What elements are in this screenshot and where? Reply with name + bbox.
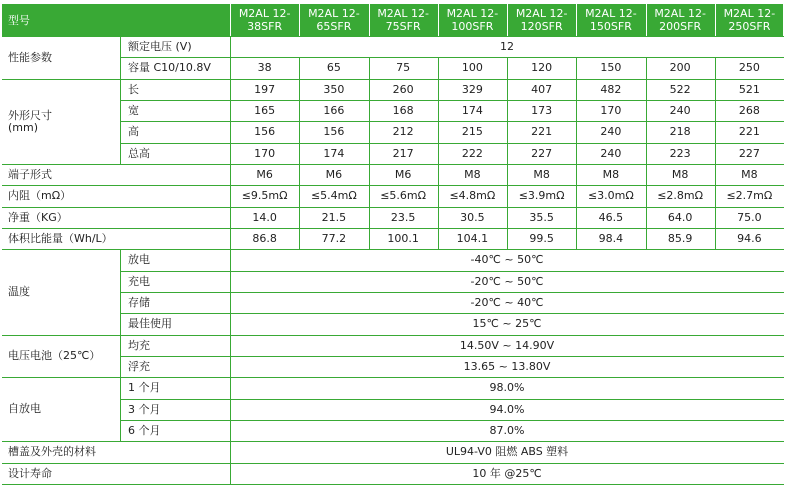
- value-cell: 120: [531, 61, 553, 74]
- value-cell: 30.5: [460, 210, 485, 224]
- column-divider: [646, 143, 647, 164]
- value-cell: 200: [669, 61, 691, 74]
- value-cell: ≤2.8mΩ: [657, 189, 704, 202]
- column-divider: [646, 4, 647, 36]
- merged-value: 87.0%: [489, 423, 525, 437]
- column-divider: [230, 228, 231, 249]
- column-divider: [299, 121, 300, 143]
- column-divider: [507, 100, 508, 121]
- value-cell: M8: [464, 167, 481, 181]
- header-model-6: M2AL 12-200SFR: [646, 4, 715, 36]
- merged-value: 14.50V ~ 14.90V: [459, 338, 555, 352]
- value-cell: 268: [738, 103, 760, 117]
- column-divider: [369, 57, 370, 79]
- header-model-4: M2AL 12-120SFR: [507, 4, 576, 36]
- column-divider: [576, 228, 577, 249]
- merged-value: -20℃ ~ 50℃: [470, 274, 544, 288]
- column-divider: [576, 79, 577, 100]
- column-divider: [120, 249, 121, 335]
- column-divider: [299, 185, 300, 207]
- value-cell: M8: [533, 167, 550, 181]
- row-divider: [2, 36, 784, 37]
- sub-label: 容量 C10/10.8V: [128, 61, 211, 74]
- column-divider: [438, 185, 439, 207]
- value-cell: 170: [254, 146, 276, 160]
- merged-value: 98.0%: [489, 381, 525, 394]
- section-label: 温度: [8, 285, 30, 298]
- column-divider: [438, 100, 439, 121]
- column-divider: [369, 79, 370, 100]
- column-divider: [299, 100, 300, 121]
- column-divider: [507, 164, 508, 185]
- sub-label: 宽: [128, 103, 139, 117]
- column-divider: [120, 377, 121, 441]
- value-cell: M6: [256, 167, 273, 181]
- value-cell: M8: [741, 167, 758, 181]
- column-divider: [299, 228, 300, 249]
- column-divider: [576, 207, 577, 228]
- column-divider: [299, 143, 300, 164]
- value-cell: ≤3.0mΩ: [587, 189, 634, 202]
- column-divider: [369, 207, 370, 228]
- column-divider: [299, 164, 300, 185]
- column-divider: [576, 143, 577, 164]
- section-label: 内阻（mΩ）: [8, 189, 72, 202]
- column-divider: [646, 121, 647, 143]
- column-divider: [299, 79, 300, 100]
- value-cell: 77.2: [321, 231, 347, 245]
- value-cell: 65: [326, 61, 341, 74]
- sub-label: 存储: [128, 295, 150, 309]
- value-cell: 260: [392, 82, 414, 96]
- value-cell: 98.4: [598, 231, 624, 245]
- column-divider: [576, 57, 577, 79]
- value-cell: 197: [254, 82, 276, 96]
- value-cell: 227: [738, 146, 760, 160]
- column-divider: [230, 79, 231, 164]
- value-cell: 85.9: [667, 231, 693, 245]
- value-cell: 100.1: [387, 231, 419, 245]
- value-cell: 46.5: [598, 210, 624, 224]
- merged-value: 10 年 @25℃: [472, 466, 542, 480]
- sub-label: 放电: [128, 253, 150, 266]
- value-cell: ≤5.6mΩ: [380, 189, 427, 202]
- header-model-1: M2AL 12-65SFR: [299, 4, 368, 36]
- value-cell: 23.5: [390, 210, 416, 224]
- value-cell: ≤5.4mΩ: [310, 189, 357, 202]
- column-divider: [369, 100, 370, 121]
- header-model-3: M2AL 12-100SFR: [438, 4, 507, 36]
- column-divider: [369, 164, 370, 185]
- section-label: 设计寿命: [8, 466, 52, 480]
- column-divider: [507, 228, 508, 249]
- column-divider: [230, 335, 231, 377]
- sub-label: 3 个月: [128, 402, 161, 416]
- column-divider: [646, 57, 647, 79]
- section-label: 性能参数: [8, 50, 52, 64]
- column-divider: [369, 185, 370, 207]
- column-divider: [507, 121, 508, 143]
- column-divider: [369, 228, 370, 249]
- value-cell: ≤2.7mΩ: [726, 189, 773, 202]
- value-cell: 407: [531, 82, 553, 96]
- value-cell: 104.1: [456, 231, 489, 245]
- column-divider: [230, 377, 231, 441]
- header-model-2: M2AL 12-75SFR: [369, 4, 438, 36]
- section-label: 净重（KG）: [8, 210, 68, 224]
- sub-label: 均充: [128, 338, 150, 352]
- value-cell: 21.5: [321, 210, 347, 224]
- value-cell: 64.0: [667, 210, 693, 224]
- column-divider: [369, 121, 370, 143]
- value-cell: 99.5: [529, 231, 554, 245]
- column-divider: [576, 100, 577, 121]
- header-model-0: M2AL 12-38SFR: [230, 4, 299, 36]
- column-divider: [438, 207, 439, 228]
- value-cell: ≤4.8mΩ: [449, 189, 496, 202]
- column-divider: [438, 228, 439, 249]
- value-cell: 240: [600, 125, 622, 138]
- column-divider: [646, 100, 647, 121]
- column-divider: [576, 185, 577, 207]
- column-divider: [230, 36, 231, 79]
- merged-value: UL94-V0 阻燃 ABS 塑料: [445, 445, 569, 458]
- column-divider: [230, 185, 231, 207]
- value-cell: 168: [392, 103, 414, 117]
- value-cell: 221: [738, 125, 760, 138]
- column-divider: [783, 4, 784, 36]
- column-divider: [230, 4, 231, 36]
- column-divider: [120, 335, 121, 377]
- section-label: 体积比能量（Wh/L）: [8, 231, 113, 245]
- value-cell: 86.8: [252, 231, 277, 245]
- sub-label: 6 个月: [128, 423, 161, 437]
- header-model-7: M2AL 12-250SFR: [715, 4, 784, 36]
- value-cell: M6: [394, 167, 412, 181]
- value-cell: 227: [531, 146, 553, 160]
- column-divider: [646, 185, 647, 207]
- merged-value: 94.0%: [489, 402, 525, 416]
- column-divider: [230, 441, 231, 463]
- column-divider: [369, 4, 370, 36]
- column-divider: [507, 185, 508, 207]
- column-divider: [507, 143, 508, 164]
- value-cell: M6: [325, 167, 343, 181]
- column-divider: [120, 79, 121, 164]
- sub-label: 浮充: [128, 359, 150, 373]
- value-cell: 166: [323, 103, 345, 117]
- value-cell: 170: [600, 103, 622, 117]
- column-divider: [576, 121, 577, 143]
- value-cell: 150: [600, 61, 622, 74]
- value-cell: 94.6: [737, 231, 762, 245]
- value-cell: 218: [669, 125, 691, 138]
- column-divider: [299, 57, 300, 79]
- value-cell: 174: [461, 103, 483, 117]
- sub-label: 充电: [128, 274, 150, 288]
- value-cell: 223: [669, 146, 691, 160]
- section-label: 自放电: [8, 402, 41, 415]
- column-divider: [646, 79, 647, 100]
- value-cell: 329: [461, 82, 483, 96]
- value-cell: 173: [531, 103, 553, 117]
- value-cell: 156: [323, 125, 345, 138]
- value-cell: 38: [257, 61, 272, 74]
- column-divider: [438, 4, 439, 36]
- sub-label: 额定电压 (V): [128, 39, 192, 53]
- sub-label: 高: [128, 125, 139, 138]
- section-label: 电压电池（25℃）: [8, 349, 101, 362]
- column-divider: [120, 36, 121, 79]
- column-divider: [230, 207, 231, 228]
- value-cell: 522: [669, 82, 691, 96]
- value-cell: 212: [392, 125, 414, 138]
- value-cell: 482: [600, 82, 622, 96]
- value-cell: ≤9.5mΩ: [241, 189, 288, 202]
- value-cell: 350: [323, 82, 345, 96]
- column-divider: [576, 4, 577, 36]
- merged-value: 13.65 ~ 13.80V: [463, 359, 551, 373]
- section-label: 外形尺寸 (mm): [8, 108, 52, 134]
- value-cell: ≤3.9mΩ: [518, 189, 565, 202]
- sub-label: 长: [128, 82, 139, 96]
- column-divider: [715, 79, 716, 100]
- value-cell: 156: [254, 125, 276, 138]
- header-type-label: 型号: [2, 4, 230, 36]
- row-divider: [2, 484, 784, 485]
- column-divider: [507, 79, 508, 100]
- column-divider: [507, 207, 508, 228]
- column-divider: [438, 57, 439, 79]
- value-cell: 100: [461, 61, 483, 74]
- merged-value: 15℃ ~ 25℃: [472, 317, 542, 330]
- value-cell: 240: [669, 103, 691, 117]
- column-divider: [715, 143, 716, 164]
- column-divider: [646, 164, 647, 185]
- column-divider: [715, 57, 716, 79]
- value-cell: 217: [392, 146, 414, 160]
- column-divider: [230, 164, 231, 185]
- value-cell: 165: [254, 103, 276, 117]
- value-cell: 221: [531, 125, 553, 138]
- column-divider: [715, 207, 716, 228]
- column-divider: [438, 121, 439, 143]
- value-cell: 14.0: [252, 210, 277, 224]
- column-divider: [438, 79, 439, 100]
- column-divider: [369, 143, 370, 164]
- column-divider: [715, 185, 716, 207]
- column-divider: [646, 207, 647, 228]
- column-divider: [646, 228, 647, 249]
- value-cell: 250: [738, 61, 760, 74]
- value-cell: 521: [738, 82, 760, 96]
- column-divider: [715, 4, 716, 36]
- section-label: 槽盖及外壳的材料: [8, 445, 96, 458]
- value-cell: 222: [461, 146, 483, 160]
- column-divider: [576, 164, 577, 185]
- header-model-5: M2AL 12-150SFR: [576, 4, 645, 36]
- column-divider: [299, 4, 300, 36]
- value-cell: 215: [461, 125, 483, 138]
- column-divider: [230, 463, 231, 484]
- column-divider: [507, 4, 508, 36]
- value-cell: M8: [671, 167, 689, 181]
- column-divider: [438, 164, 439, 185]
- sub-label: 总高: [128, 146, 150, 160]
- value-cell: 240: [600, 146, 622, 160]
- column-divider: [715, 121, 716, 143]
- merged-value: -40℃ ~ 50℃: [470, 253, 544, 266]
- value-cell: 174: [323, 146, 345, 160]
- merged-value: -20℃ ~ 40℃: [470, 295, 544, 309]
- value-cell: 75.0: [737, 210, 762, 224]
- section-label: 端子形式: [8, 167, 52, 181]
- sub-label: 最佳使用: [128, 317, 172, 330]
- column-divider: [715, 100, 716, 121]
- column-divider: [715, 164, 716, 185]
- column-divider: [715, 228, 716, 249]
- column-divider: [507, 57, 508, 79]
- sub-label: 1 个月: [128, 381, 161, 394]
- column-divider: [230, 249, 231, 335]
- column-divider: [438, 143, 439, 164]
- merged-value: 12: [500, 39, 514, 53]
- value-cell: M8: [602, 167, 620, 181]
- value-cell: 35.5: [529, 210, 554, 224]
- value-cell: 75: [396, 61, 411, 74]
- column-divider: [299, 207, 300, 228]
